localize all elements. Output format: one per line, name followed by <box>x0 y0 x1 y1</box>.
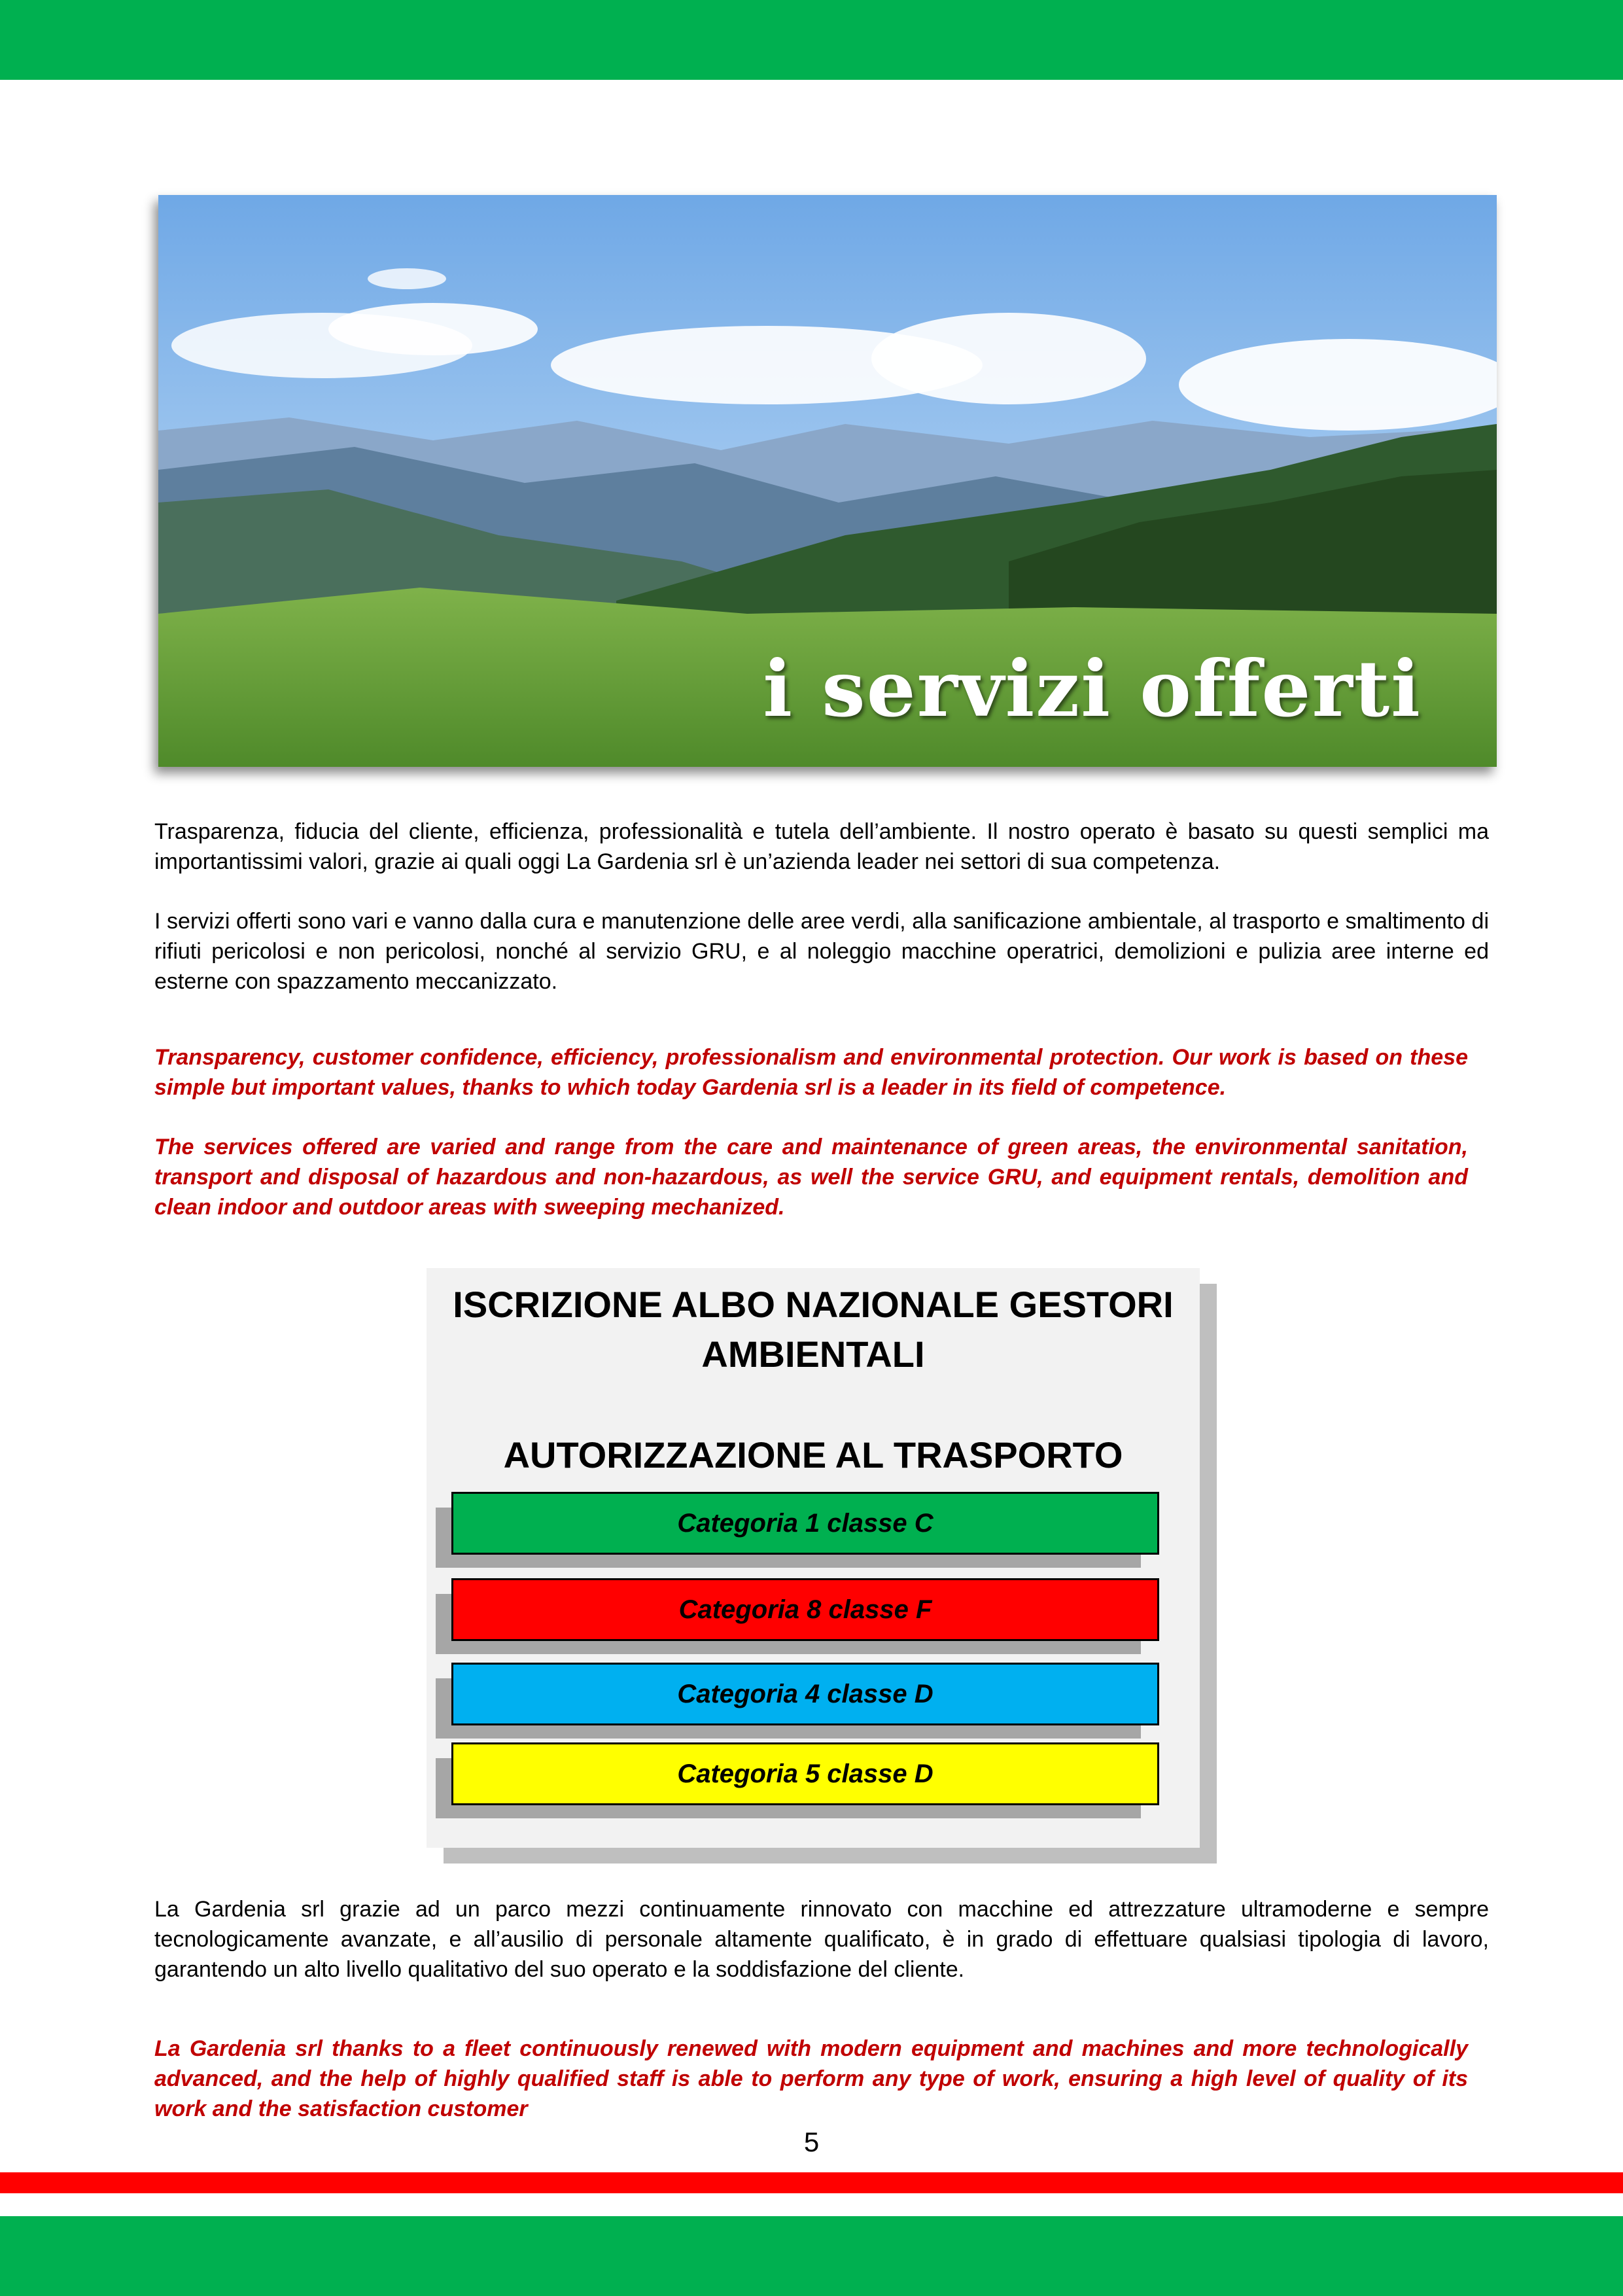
registry-subheading: AUTORIZZAZIONE AL TRASPORTO <box>503 1434 1123 1475</box>
bottom-red-band <box>0 2172 1623 2193</box>
intro-paragraph-en-2: The services offered are varied and range from the care and maintenance of green areas, the environmental sanitation, transport and disposal of hazardous and non-hazardous, as well the service GRU, and equipment rentals, demolition and clean indoor and outdoor areas with sweeping mechanized. <box>154 1135 1468 1220</box>
fleet-paragraph-en: La Gardenia srl thanks to a fleet continuously renewed with modern equipment and machines and more technologically advanced, and the help of highly qualified staff is able to perform any type of work, ensuring a high level of quality of its work and the satisfaction customer <box>154 2036 1468 2121</box>
page-number: 5 <box>803 2127 820 2157</box>
intro-paragraph-it-2: I servizi offerti sono vari e vanno dalla cura e manutenzione delle aree verdi, alla sanificazione ambientale, al trasporto e smaltimento di rifiuti pericolosi e non pericolosi, nonché al servizio GRU, e al noleggio macchine operatrici, demolizioni e pulizia aree interne ed esterne con spazzamento meccanizzato. <box>154 909 1489 994</box>
bottom-green-band <box>0 2216 1623 2296</box>
category-badge-1: Categoria 1 classe C <box>451 1492 1159 1555</box>
intro-paragraph-en-1: Transparency, customer confidence, efficiency, professionalism and environmental protection. Our work is based on these simple but important values, thanks to which today Gardenia srl is a leader in its field of competence. <box>154 1045 1468 1100</box>
category-badge-4: Categoria 4 classe D <box>451 1663 1159 1725</box>
hero-title: i servizi offerti <box>763 643 1422 734</box>
category-badge-8: Categoria 8 classe F <box>451 1578 1159 1641</box>
category-badge-5: Categoria 5 classe D <box>451 1742 1159 1805</box>
registry-box <box>427 1268 1200 1848</box>
hero-banner <box>158 195 1497 767</box>
registry-heading: ISCRIZIONE ALBO NAZIONALE GESTORI AMBIENTALI <box>453 1284 1174 1375</box>
intro-paragraph-it-1: Trasparenza, fiducia del cliente, efficienza, professionalità e tutela dell’ambiente. Il nostro operato è basato su questi semplici ma importantissimi valori, grazie ai quali oggi La Gardenia srl è un’azienda leader nei settori di sua competenza. <box>154 819 1489 874</box>
fleet-paragraph-it: La Gardenia srl grazie ad un parco mezzi continuamente rinnovato con macchine ed attrezzature ultramoderne e sempre tecnologicamente avanzate, e all’ausilio di personale altamente qualificato, è in grado di effettuare qualsiasi tipologia di lavoro, garantendo un alto livello qualitativo del suo operato e la soddisfazione del cliente. <box>154 1897 1489 1982</box>
top-green-band <box>0 0 1623 80</box>
